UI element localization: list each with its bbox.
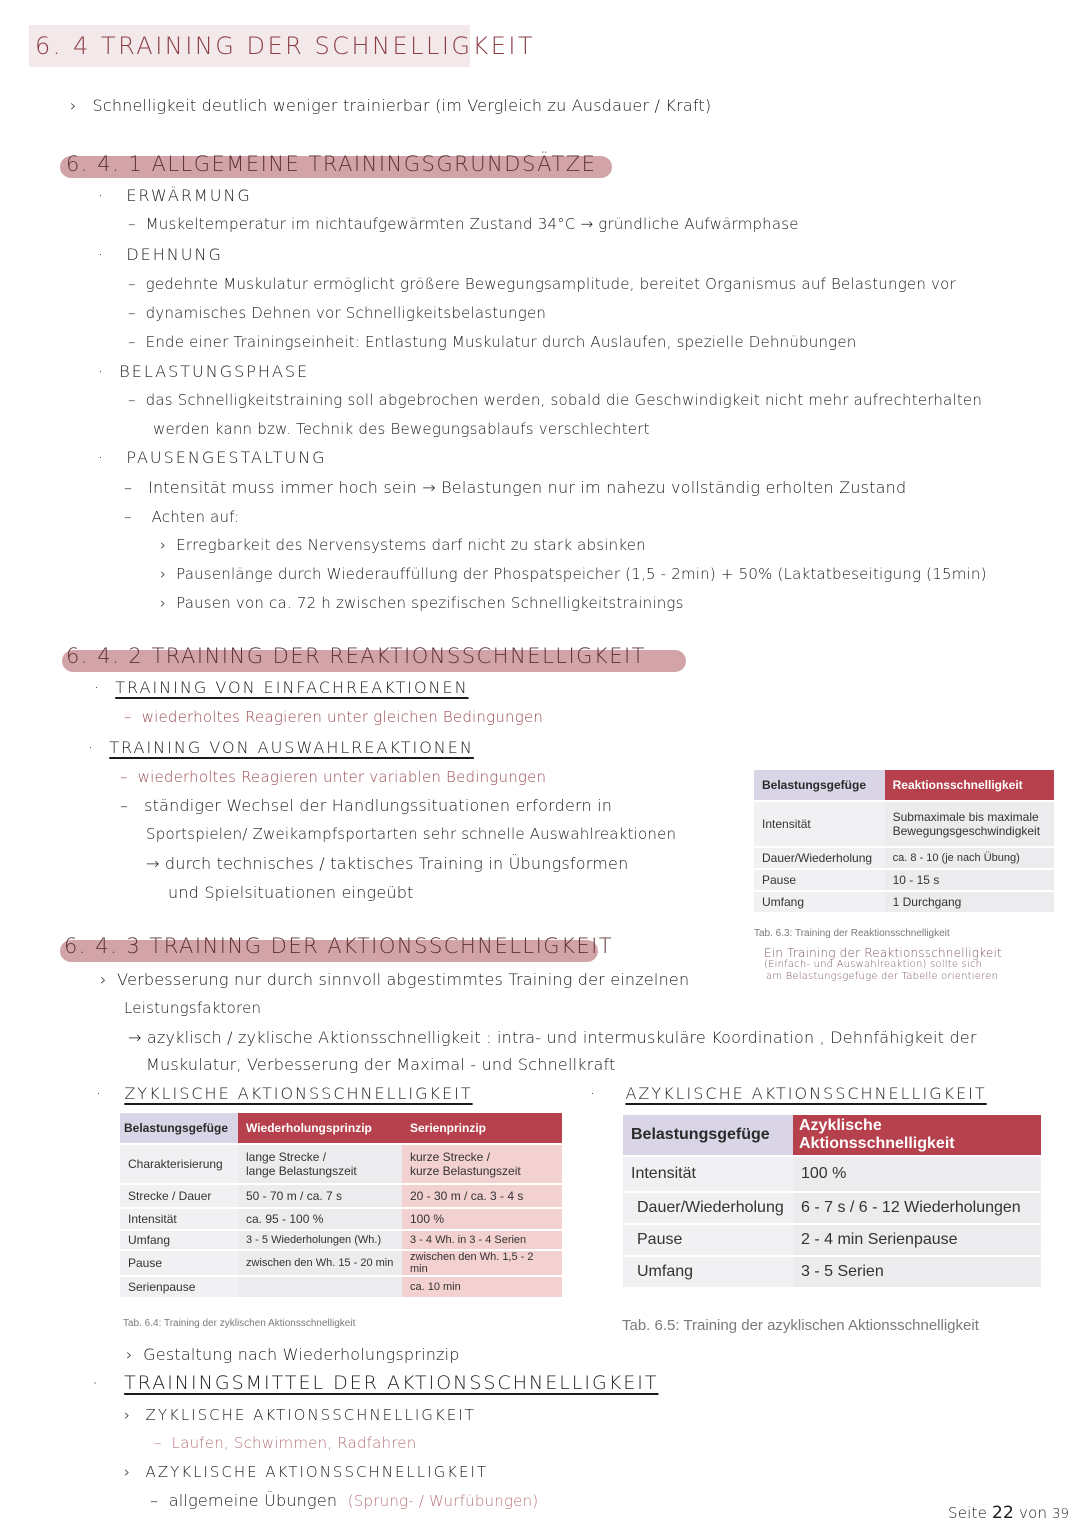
bullet-einfachreaktionen: · TRAINING VON EINFACHREAKTIONEN	[94, 678, 469, 697]
table-row	[754, 802, 1054, 846]
bullet-label: TRAINING VON AUSWAHLREAKTIONEN	[109, 738, 474, 757]
table-caption: Tab. 6.3: Training der Reaktionsschnelligkeit	[754, 928, 950, 939]
item-text: das Schnelligkeitstraining soll abgebrochen werden, sobald die Geschwindigkeit nicht mehr aufrechterhalten	[145, 391, 983, 409]
table-cell: Intensität	[120, 1209, 238, 1229]
table-cell: Umfang	[120, 1231, 238, 1249]
cell-line: Submaximale bis maximale	[892, 810, 1039, 824]
table-row	[120, 1231, 562, 1249]
bullet-label: PAUSENGESTALTUNG	[126, 448, 327, 467]
item-text: Erregbarkeit des Nervensystems darf nicht zu stark absinken	[176, 536, 646, 554]
table-cell: 3 - 5 Wiederholungen (Wh.)	[238, 1231, 402, 1249]
table-cell: zwischen den Wh. 1,5 - 2 min	[402, 1251, 562, 1275]
table-caption: Tab. 6.5: Training der azyklischen Aktionsschnelligkeit	[622, 1317, 979, 1334]
table-cell: ca. 10 min	[402, 1277, 562, 1297]
list-item-cont: Sportspielen/ Zweikampfsportarten sehr schnelle Auswahlreaktionen	[146, 825, 677, 843]
table-row	[120, 1277, 562, 1297]
list-item: – gedehnte Muskulatur ermöglicht größere Bewegungsamplitude, bereitet Organismus auf Belastungen vor	[128, 275, 956, 293]
table-row	[120, 1209, 562, 1229]
item-text: ZYKLISCHE AKTIONSSCHNELLIGKEIT	[145, 1406, 476, 1424]
item-text: wiederholtes Reagieren unter gleichen Bedingungen	[141, 708, 544, 726]
item-text: ständiger Wechsel der Handlungssituationen erfordern in	[144, 796, 613, 815]
bullet-label: TRAINING VON EINFACHREAKTIONEN	[115, 678, 469, 697]
list-item: – Muskeltemperatur im nichtaufgewärmten Zustand 34°C → gründliche Aufwärmphase	[128, 215, 799, 233]
bullet-label: DEHNUNG	[126, 245, 223, 264]
table-azyklisch	[623, 1113, 1041, 1289]
item-text: allgemeine Übungen	[168, 1491, 338, 1510]
list-item: – Achten auf:	[124, 508, 240, 526]
table-cell: Charakterisierung	[120, 1145, 238, 1183]
chevron-right-icon: ›	[70, 96, 77, 115]
table-cell: 2 - 4 min Serienpause	[793, 1225, 1041, 1255]
item-text: Achten auf:	[151, 508, 240, 526]
table-cell	[238, 1277, 402, 1297]
bullet-label: ERWÄRMUNG	[126, 186, 252, 205]
table-zyklisch	[120, 1111, 562, 1299]
table-cell: 3 - 4 Wh. in 3 - 4 Serien	[402, 1231, 562, 1249]
table-cell: 100 %	[793, 1157, 1041, 1191]
page-mid: von	[1019, 1504, 1048, 1522]
table-cell: Intensität	[754, 802, 885, 846]
table-cell: 50 - 70 m / ca. 7 s	[238, 1185, 402, 1207]
table-cell: ca. 95 - 100 %	[238, 1209, 402, 1229]
sub-item: › Erregbarkeit des Nervensystems darf nicht zu stark absinken	[160, 536, 646, 554]
table-row	[623, 1257, 1041, 1287]
table-row	[623, 1225, 1041, 1255]
table-header: Belastungsgefüge	[754, 770, 885, 800]
table-row	[754, 870, 1054, 890]
bullet-label: AZYKLISCHE AKTIONSSCHNELLIGKEIT	[625, 1084, 987, 1103]
bullet-label: TRAININGSMITTEL DER AKTIONSSCHNELLIGKEIT	[124, 1372, 659, 1394]
table-header: Wiederholungsprinzip	[238, 1113, 402, 1143]
table-cell: Intensität	[623, 1157, 793, 1191]
cell-line: kurze Strecke /	[410, 1150, 491, 1164]
page-prefix: Seite	[948, 1504, 988, 1522]
item-text: Laufen, Schwimmen, Radfahren	[171, 1434, 417, 1452]
table-cell: Dauer/Wiederholung	[754, 848, 885, 868]
bullet-auswahlreaktionen: · TRAINING VON AUSWAHLREAKTIONEN	[88, 738, 474, 757]
table-cell: Pause	[120, 1251, 238, 1275]
cell-line: Bewegungsgeschwindigkeit	[892, 824, 1041, 838]
list-item-cont: Leistungsfaktoren	[124, 999, 262, 1017]
table-cell	[402, 1145, 562, 1183]
table-row	[754, 892, 1054, 912]
list-item: › Gestaltung nach Wiederholungsprinzip	[126, 1345, 460, 1364]
bullet-erwaermung: · ERWÄRMUNG	[98, 186, 252, 205]
table-cell: Serienpause	[120, 1277, 238, 1297]
list-item-cont: → azyklisch / zyklische Aktionsschnelligkeit : intra- und intermuskuläre Koordination , Dehnfähigkeit der	[128, 1028, 977, 1047]
page-indicator	[948, 1503, 1069, 1523]
item-text: Ende einer Trainingseinheit: Entlastung Muskulatur durch Auslaufen, spezielle Dehnübungen	[145, 333, 857, 351]
list-item-cont: werden kann bzw. Technik des Bewegungsablaufs verschlechtert	[153, 420, 650, 438]
bullet-belastungsphase: · BELASTUNGSPHASE	[98, 362, 310, 381]
sub-item: › Pausenlänge durch Wiederauffüllung der Phospatspeicher (1,5 - 2min) + 50% (Laktatbeseitigung (15min)	[160, 565, 987, 583]
table-cell: 1 Durchgang	[885, 892, 1054, 912]
list-item-cont: Muskulatur, Verbesserung der Maximal - und Schnellkraft	[146, 1055, 616, 1074]
bullet-label: BELASTUNGSPHASE	[119, 362, 310, 381]
section-heading-643: 6. 4. 3 TRAINING DER AKTIONSSCHNELLIGKEIT	[64, 934, 614, 958]
table-header: Serienprinzip	[402, 1113, 562, 1143]
list-item: – das Schnelligkeitstraining soll abgebrochen werden, sobald die Geschwindigkeit nicht mehr aufrechterhalten	[128, 391, 983, 409]
table-row	[120, 1251, 562, 1275]
item-text: Muskeltemperatur im nichtaufgewärmten Zustand 34°C → gründliche Aufwärmphase	[145, 215, 799, 233]
table-cell: Umfang	[623, 1257, 793, 1287]
list-item-cont: → durch technisches / taktisches Training in Übungsformen	[146, 854, 629, 873]
table-cell	[885, 802, 1054, 846]
cell-line: lange Belastungszeit	[246, 1164, 357, 1178]
table-header: Reaktionsschnelligkeit	[885, 770, 1054, 800]
list-item-cont: und Spielsituationen eingeübt	[168, 883, 414, 902]
list-item: – ständiger Wechsel der Handlungssituationen erfordern in	[120, 796, 613, 815]
list-item: – Intensität muss immer hoch sein → Belastungen nur im nahezu vollständig erholten Zustand	[124, 478, 907, 497]
table-cell: 3 - 5 Serien	[793, 1257, 1041, 1287]
intro-line	[70, 96, 711, 115]
table-cell: 100 %	[402, 1209, 562, 1229]
table-cell: Pause	[754, 870, 885, 890]
table-row	[120, 1145, 562, 1183]
item-text: Pausenlänge durch Wiederauffüllung der Phospatspeicher (1,5 - 2min) + 50% (Laktatbeseitigung (15min)	[176, 565, 987, 583]
table-header: Azyklische Aktionsschnelligkeit	[793, 1115, 1041, 1155]
section-heading-642: 6. 4. 2 TRAINING DER REAKTIONSSCHNELLIGKEIT	[66, 644, 646, 668]
table-header: Belastungsgefüge	[623, 1115, 793, 1155]
page-total: 39	[1052, 1507, 1070, 1522]
note-line: Ein Training der Reaktionsschnelligkeit	[764, 946, 1002, 960]
list-item: – wiederholtes Reagieren unter gleichen Bedingungen	[124, 708, 544, 726]
note-line: am Belastungsgefüge der Tabelle orientieren	[766, 971, 999, 982]
list-item: – allgemeine Übungen (Sprung- / Wurfübungen)	[150, 1491, 539, 1510]
item-text: AZYKLISCHE AKTIONSSCHNELLIGKEIT	[145, 1463, 489, 1481]
table-cell: 10 - 15 s	[885, 870, 1054, 890]
item-text: Gestaltung nach Wiederholungsprinzip	[143, 1345, 460, 1364]
bullet-trainingsmittel: · TRAININGSMITTEL DER AKTIONSSCHNELLIGKEIT	[92, 1372, 659, 1394]
item-text: Verbesserung nur durch sinnvoll abgestimmtes Training der einzelnen	[117, 970, 690, 989]
table-row	[623, 1157, 1041, 1191]
item-text: dynamisches Dehnen vor Schnelligkeitsbelastungen	[145, 304, 547, 322]
cell-line: kurze Belastungszeit	[410, 1164, 521, 1178]
list-item: – Laufen, Schwimmen, Radfahren	[154, 1434, 417, 1452]
table-cell: 20 - 30 m / ca. 3 - 4 s	[402, 1185, 562, 1207]
table-row	[754, 848, 1054, 868]
table-cell: Umfang	[754, 892, 885, 912]
list-item: › Verbesserung nur durch sinnvoll abgestimmtes Training der einzelnen	[100, 970, 690, 989]
list-item: – dynamisches Dehnen vor Schnelligkeitsbelastungen	[128, 304, 547, 322]
item-text: Pausen von ca. 72 h zwischen spezifischen Schnelligkeitstrainings	[176, 594, 684, 612]
table-cell: Strecke / Dauer	[120, 1185, 238, 1207]
item-text: gedehnte Muskulatur ermöglicht größere Bewegungsamplitude, bereitet Organismus auf Belastungen vor	[145, 275, 956, 293]
sub-item: › Pausen von ca. 72 h zwischen spezifischen Schnelligkeitstrainings	[160, 594, 684, 612]
sub-heading: › AZYKLISCHE AKTIONSSCHNELLIGKEIT	[124, 1463, 489, 1481]
item-text: Intensität muss immer hoch sein → Belastungen nur im nahezu vollständig erholten Zustand	[148, 478, 907, 497]
table-caption: Tab. 6.4: Training der zyklischen Aktionsschnelligkeit	[123, 1318, 356, 1329]
item-text: wiederholtes Reagieren unter variablen Bedingungen	[137, 768, 547, 786]
section-heading-641: 6. 4. 1 ALLGEMEINE TRAININGSGRUNDSÄTZE	[66, 152, 597, 176]
bullet-label: ZYKLISCHE AKTIONSSCHNELLIGKEIT	[124, 1084, 473, 1103]
table-cell	[238, 1145, 402, 1183]
item-text-highlight: (Sprung- / Wurfübungen)	[347, 1492, 539, 1510]
table-row	[623, 1193, 1041, 1223]
bullet-zyklisch: · ZYKLISCHE AKTIONSSCHNELLIGKEIT	[96, 1084, 473, 1103]
table-row	[120, 1185, 562, 1207]
table-cell: 6 - 7 s / 6 - 12 Wiederholungen	[793, 1193, 1041, 1223]
cell-line: lange Strecke /	[246, 1150, 327, 1164]
table-cell: ca. 8 - 10 (je nach Übung)	[885, 848, 1054, 868]
table-cell: zwischen den Wh. 15 - 20 min	[238, 1251, 402, 1275]
table-cell: Dauer/Wiederholung	[623, 1193, 793, 1223]
table-reaktionsschnelligkeit	[754, 768, 1054, 914]
list-item: – Ende einer Trainingseinheit: Entlastung Muskulatur durch Auslaufen, spezielle Dehnübungen	[128, 333, 857, 351]
intro-text: Schnelligkeit deutlich weniger trainierbar (im Vergleich zu Ausdauer / Kraft)	[92, 96, 712, 115]
page-number: 22	[992, 1503, 1015, 1523]
sub-heading: › ZYKLISCHE AKTIONSSCHNELLIGKEIT	[124, 1406, 476, 1424]
table-header: Belastungsgefüge	[120, 1113, 238, 1143]
list-item: – wiederholtes Reagieren unter variablen Bedingungen	[120, 768, 547, 786]
table-cell: Pause	[623, 1225, 793, 1255]
page-title: 6. 4 TRAINING DER SCHNELLIGKEIT	[35, 32, 536, 60]
bullet-pausengestaltung: · PAUSENGESTALTUNG	[98, 448, 327, 467]
note-line: (Einfach- und Auswahlreaktion) sollte sich	[764, 959, 983, 970]
bullet-azyklisch: · AZYKLISCHE AKTIONSSCHNELLIGKEIT	[590, 1084, 987, 1103]
bullet-dehnung: · DEHNUNG	[98, 245, 223, 264]
